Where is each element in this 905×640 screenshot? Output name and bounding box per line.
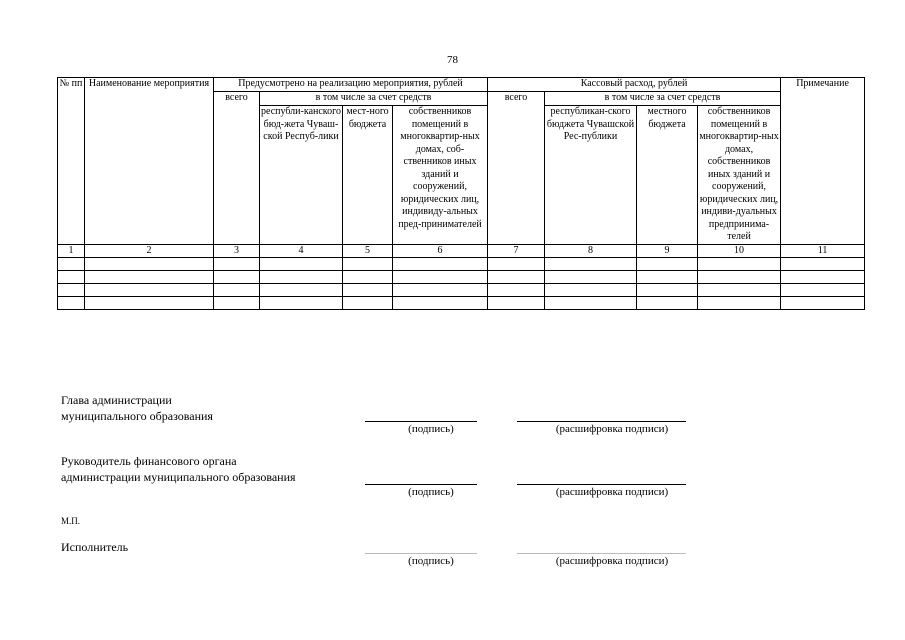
finance-signature-caption: (подпись) [408,486,454,498]
head-decode-caption: (расшифровка подписи) [555,423,669,435]
column-number: 2 [85,244,214,257]
stamp-place-label: М.П. [61,516,81,526]
header-cash-incl: в том числе за счет средств [545,92,781,106]
table-row [58,283,865,296]
header-note: Примечание [781,78,865,245]
table-row [58,257,865,270]
header-cash-group: Кассовый расход, рублей [488,78,781,92]
report-table [57,77,865,310]
executor-title: Исполнитель [61,540,129,554]
executor-signature-caption: (подпись) [408,555,454,567]
header-planned-local: мест-ного бюджета [343,106,393,245]
header-planned-total-cont [214,106,260,245]
head-decode-line[interactable] [517,421,686,422]
header-planned-owners: собственников помещений в многоквартир-ных домах, соб-ственников иных зданий и сооружений, юридических лиц, индивиду-альных пред-принимателей [393,106,488,245]
page-number: 78 [447,54,458,66]
column-number: 10 [698,244,781,257]
finance-title [61,453,296,485]
head-title-line1: Глава администрации [61,393,172,407]
column-number: 7 [488,244,545,257]
column-number: 6 [393,244,488,257]
column-number: 8 [545,244,637,257]
finance-decode-line[interactable] [517,484,686,485]
header-cash-total: всего [488,92,545,106]
header-cash-republic: республикан-ского бюджета Чувашской Рес-публики [545,106,637,245]
column-number: 5 [343,244,393,257]
finance-title-line2: администрации муниципального образования [61,470,296,484]
header-number: № пп [58,78,85,245]
finance-signature-line[interactable] [365,484,477,485]
column-number: 3 [214,244,260,257]
finance-decode-caption: (расшифровка подписи) [555,486,669,498]
header-cash-local: местного бюджета [637,106,698,245]
header-planned-incl: в том числе за счет средств [260,92,488,106]
head-signature-caption: (подпись) [408,423,454,435]
head-title [61,392,213,424]
head-title-line2: муниципального образования [61,409,213,423]
head-signature-line[interactable] [365,421,477,422]
table-row [58,270,865,283]
executor-decode-line[interactable] [517,553,686,554]
column-number: 9 [637,244,698,257]
header-cash-total-cont [488,106,545,245]
header-cash-owners: собственников помещений в многоквартир-ных домах, собственников иных зданий и сооружений, юридических лиц, индиви-дуальных предпринима-телей [699,106,779,242]
column-number: 4 [260,244,343,257]
header-planned-total: всего [214,92,260,106]
column-number: 11 [781,244,865,257]
finance-title-line1: Руководитель финансового органа [61,454,237,468]
column-number-row [58,244,865,257]
column-number: 1 [58,244,85,257]
executor-decode-caption: (расшифровка подписи) [555,555,669,567]
header-planned-republic: республи-канского бюд-жета Чуваш-ской Респуб-лики [260,106,343,245]
table-row [58,296,865,309]
executor-signature-line[interactable] [365,553,477,554]
header-planned-group: Предусмотрено на реализацию мероприятия, рублей [214,78,488,92]
header-activity-name: Наименование мероприятия [85,78,214,245]
